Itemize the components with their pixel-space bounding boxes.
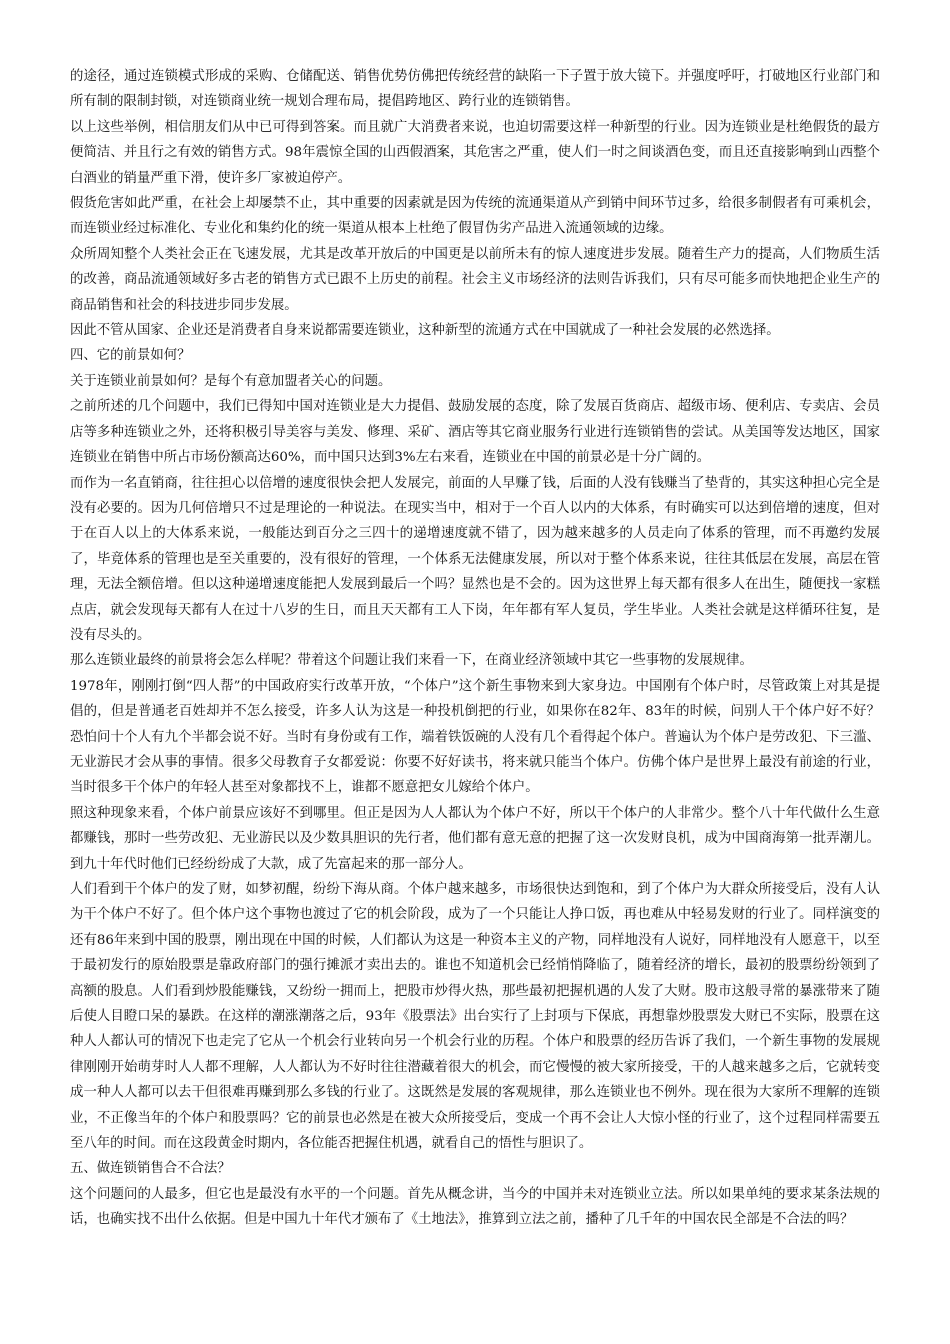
section-heading-legality: 五、做连锁销售合不合法？ bbox=[70, 1161, 231, 1177]
paragraph-prospects-question: 关于连锁业前景如何？是每个有意加盟者关心的问题。 bbox=[70, 373, 392, 389]
section-heading-prospects: 四、它的前景如何？ bbox=[70, 348, 191, 364]
paragraph-development-laws: 那么连锁业最终的前景将会怎么样呢？带着这个问题让我们来看一下，在商业经济领域中其它一些事物的发展规律。 bbox=[70, 653, 753, 669]
paragraph-geometric-growth: 而作为一名直销商，往往担心以倍增的速度很快会把人发展完，前面的人早赚了钱，后面的人没有钱赚当了垫背的，其实这种担心完全是没有必要的。因为几何倍增只不过是理论的一种说法。在现实当中，相对于一个百人以内的大体系，有时确实可以达到倍增的速度，但对于在百人以上的大体系来说，一般能达到百分之三四十的递增速度就不错了，因为越来越多的人员走向了体系的管理，而不再邀约发展了，毕竟体系的管理也是至关重要的，没有很好的管理，一个体系无法健康发展，所以对于整个体系来说，往往其低层在发展，高层在管理，无法全额倍增。但以这种递增速度能把人发展到最后一个吗？显然也是不会的。因为这世界上每天都有很多人在出生，随便找一家糕点店，就会发现每天都有人在过十八岁的生日，而且天天都有工人下岗，年年都有军人复员，学生毕业。人类社会就是这样循环往复，是没有尽头的。 bbox=[70, 475, 880, 643]
paragraph-counterfeit-problem: 假货危害如此严重，在社会上却屡禁不止，其中重要的因素就是因为传统的流通渠道从产到销中间环节过多，给很多制假者有可乘机会，而连锁业经过标准化、专业化和集约化的统一渠道从根本上杜绝了假冒伪劣产品进入流通领域的边缘。 bbox=[70, 196, 880, 237]
paragraph-self-employed-1978: 1978年，刚刚打倒“四人帮”的中国政府实行改革开放，“个体户”这个新生事物来到大家身边。中国刚有个体户时，尽管政策上对其是提倡的，但是普通老百姓却并不怎么接受，许多人认为这是一种投机倒把的行业，如果你在82年、83年的时候，问别人干个体户好不好？恐怕问十个人有九个半都会说不好。当时有身份或有工作，端着铁饭碗的人没有几个看得起个体户。普遍认为个体户是劳改犯、下三滥、无业游民才会从事的事情。很多父母教育子女都爱说：你要不好好读书，将来就只能当个体户。仿佛个体户是世界上最没有前途的行业，当时很多干个体户的年轻人甚至对象都找不上，谁都不愿意把女儿嫁给个体户。 bbox=[70, 678, 880, 796]
paragraph-market-share: 之前所述的几个问题中，我们已得知中国对连锁业是大力提倡、鼓励发展的态度，除了发展百货商店、超级市场、便利店、专卖店、会员店等多种连锁业之外，还将积极引导美容与美发、修理、采矿、酒店等其它商业服务行业进行连锁销售的尝试。从美国等发达地区，国家连锁业在销售中所占市场份额高达60%，而中国只达到3%左右来看，连锁业在中国的前景必是十分广阔的。 bbox=[70, 399, 880, 466]
paragraph-social-development: 众所周知整个人类社会正在飞速发展，尤其是改革开放后的中国更是以前所未有的惊人速度进步发展。随着生产力的提高，人们物质生活的改善，商品流通领域好多古老的销售方式已跟不上历史的前程。社会主义市场经济的法则告诉我们，只有尽可能多而快地把企业生产的商品销售和社会的科技进步同步发展。 bbox=[70, 246, 880, 313]
paragraph-early-opportunity: 照这种现象来看，个体户前景应该好不到哪里。但正是因为人人都认为个体户不好，所以干个体户的人非常少。整个八十年代做什么生意都赚钱，那时一些劳改犯、无业游民以及少数具胆识的先行者，他们都有意无意的把握了这一次发财良机，成为中国商海第一批弄潮儿。到九十年代时他们已经纷纷成了大款，成了先富起来的那一部分人。 bbox=[70, 805, 880, 872]
paragraph-consumer-need: 以上这些举例，相信朋友们从中已可得到答案。而且就广大消费者来说，也迫切需要这样一种新型的行业。因为连锁业是杜绝假货的最方便简洁、并且行之有效的销售方式。98年震惊全国的山西假酒案，其危害之严重，使人们一时之间谈酒色变，而且还直接影响到山西整个白酒业的销量严重下滑，使许多厂家被迫停产。 bbox=[70, 119, 880, 186]
paragraph-stocks-analogy: 人们看到干个体户的发了财，如梦初醒，纷纷下海从商。个体户越来越多，市场很快达到饱和，到了个体户为大群众所接受后，没有人认为干个体户不好了。但个体户这个事物也渡过了它的机会阶段，成为了一个只能让人挣口饭，再也难从中轻易发财的行业了。同样演变的还有86年来到中国的股票，刚出现在中国的时候，人们都认为这是一种资本主义的产物，同样地没有人说好，同样地没有人愿意干，以至于最初发行的原始股票是靠政府部门的强行摊派才卖出去的。谁也不知道机会已经悄悄降临了，随着经济的增长，最初的股票纷纷领到了高额的股息。人们看到炒股能赚钱，又纷纷一拥而上，把股市炒得火热，那些最初把握机遇的人发了大财。股市这般寻常的暴涨带来了随后使人目瞪口呆的暴跌。在这样的潮涨潮落之后，93年《股票法》出台实行了上封项与下保底，再想靠炒股票发大财已不实际，股票在这种人人都认可的情况下也走完了它从一个机会行业转向另一个机会行业的历程。个体户和股票的经历告诉了我们，一个新生事物的发展规律刚刚开始萌芽时人人都不理解，人人都认为不好时往往潜藏着很大的机会，而它慢慢的被大家所接受，干的人越来越多之后，它就转变成一种人人都可以去干但很难再赚到那么多钱的行业了。这既然是发展的客观规律，那么连锁业也不例外。现在很为大家所不理解的连锁业，不正像当年的个体户和股票吗？它的前景也必然是在被大众所接受后，变成一个再不会让人大惊小怪的行业了，这个过程同样需要五至八年的时间。而在这段黄金时期内，各位能否把握住机遇，就看自己的悟性与胆识了。 bbox=[70, 882, 880, 1152]
paragraph-legality-answer: 这个问题问的人最多，但它也是最没有水平的一个问题。首先从概念讲，当今的中国并未对连锁业立法。所以如果单纯的要求某条法规的话，也确实找不出什么依据。但是中国九十年代才颁布了《土地法》，推算到立法之前，播种了几千年的中国农民全部是不合法的吗？ bbox=[70, 1186, 880, 1228]
paragraph-inevitable-choice: 因此不管从国家、企业还是消费者自身来说都需要连锁业，这种新型的流通方式在中国就成了一种社会发展的必然选择。 bbox=[70, 323, 780, 339]
paragraph-chain-store-advantages: 的途径，通过连锁模式形成的采购、仓储配送、销售优势仿佛把传统经营的缺陷一下子置于放大镜下。并强度呼吁，打破地区行业部门和所有制的限制封锁，对连锁商业统一规划合理布局，提倡跨地区、跨行业的连锁销售。 bbox=[70, 69, 880, 110]
